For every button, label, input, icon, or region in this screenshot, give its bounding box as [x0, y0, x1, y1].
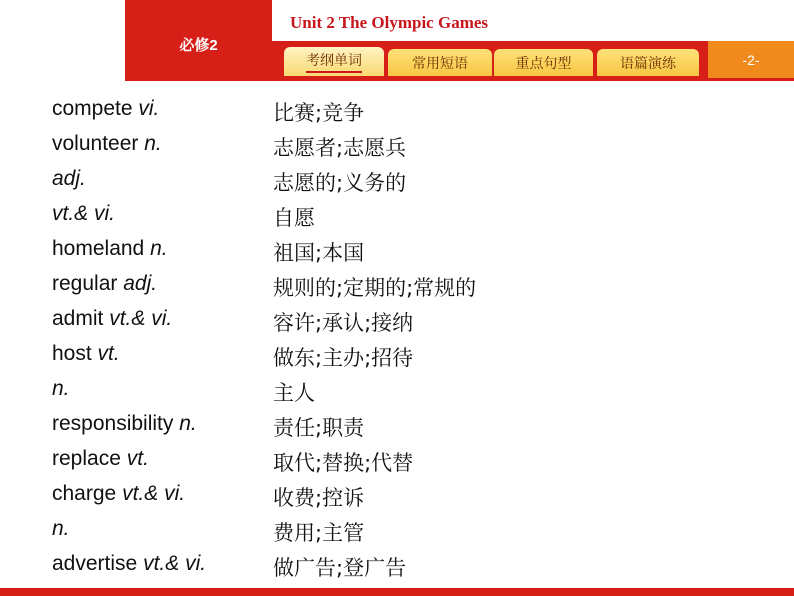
vocab-row: [0, 377, 794, 412]
vocab-meaning: 收费;控诉: [273, 486, 365, 510]
vocab-row: [0, 167, 794, 202]
vocab-meaning: 自愿: [273, 206, 315, 230]
course-label: 必修2: [179, 37, 218, 54]
part-of-speech: vt.: [126, 447, 149, 470]
part-of-speech: adj.: [52, 167, 86, 190]
vocab-meaning: 责任;职责: [273, 416, 365, 440]
header-blank-area: [0, 0, 125, 82]
vocab-row: [0, 237, 794, 272]
word-text: volunteer: [52, 132, 139, 155]
vocab-meaning: 志愿的;义务的: [273, 171, 407, 195]
vocab-word: [52, 307, 172, 331]
vocab-word: [52, 237, 168, 261]
vocab-word: [52, 272, 157, 296]
page-number: -2-: [742, 52, 760, 68]
vocab-row: [0, 517, 794, 552]
word-text: replace: [52, 447, 121, 470]
word-text: regular: [52, 272, 118, 295]
tab-vocabulary[interactable]: [284, 47, 384, 76]
vocab-meaning: 费用;主管: [273, 521, 365, 545]
word-text: homeland: [52, 237, 145, 260]
part-of-speech: n.: [52, 377, 70, 400]
vocab-meaning: 规则的;定期的;常规的: [273, 276, 477, 300]
word-text: host: [52, 342, 92, 365]
part-of-speech: vi.: [138, 97, 160, 120]
vocab-row: [0, 552, 794, 587]
vocab-meaning: 取代;替换;代替: [273, 451, 414, 475]
vocab-word: [52, 412, 197, 436]
vocab-row: [0, 482, 794, 517]
part-of-speech: n.: [150, 237, 168, 260]
tab-label: 重点句型: [515, 54, 572, 71]
vocab-meaning: 容许;承认;接纳: [273, 311, 414, 335]
vocab-meaning: 主人: [273, 381, 315, 405]
part-of-speech: vt.: [97, 342, 120, 365]
vocab-row: [0, 447, 794, 482]
part-of-speech: adj.: [123, 272, 158, 295]
tab-sentence-patterns[interactable]: [494, 49, 593, 76]
vocab-word: [52, 342, 120, 366]
tab-label: 语篇演练: [620, 54, 676, 71]
vocab-word: [52, 377, 70, 401]
vocab-row: [0, 412, 794, 447]
vocab-meaning: 做东;主办;招待: [273, 346, 414, 370]
vocab-meaning: 祖国;本国: [273, 241, 365, 265]
tab-phrases[interactable]: [388, 49, 492, 76]
vocab-word: [52, 482, 185, 506]
part-of-speech: vt.& vi.: [109, 307, 173, 330]
footer-bar: [0, 588, 794, 596]
vocab-meaning: 志愿者;志愿兵: [273, 136, 407, 160]
vocab-row: [0, 307, 794, 342]
header-divider: [125, 78, 794, 81]
vocab-word: [52, 517, 70, 541]
vocab-meaning: 比赛;竞争: [273, 101, 365, 125]
vocab-word: [52, 97, 159, 121]
part-of-speech: n.: [144, 132, 162, 155]
word-text: responsibility: [52, 412, 174, 435]
vocab-row: [0, 342, 794, 377]
word-text: charge: [52, 482, 117, 505]
vocab-word: [52, 552, 206, 576]
part-of-speech: vt.& vi.: [122, 482, 186, 505]
vocab-row: [0, 202, 794, 237]
unit-title: Unit 2 The Olympic Games: [290, 13, 489, 32]
vocab-word: [52, 447, 149, 471]
tab-reading-practice[interactable]: [597, 49, 699, 76]
vocab-row: [0, 272, 794, 307]
vocab-row: [0, 132, 794, 167]
vocab-row: [0, 97, 794, 132]
part-of-speech: vt.& vi.: [52, 202, 116, 225]
part-of-speech: n.: [179, 412, 197, 435]
part-of-speech: vt.& vi.: [143, 552, 207, 575]
vocab-word: [52, 132, 162, 156]
vocab-word: [52, 167, 86, 191]
word-text: compete: [52, 97, 133, 120]
word-text: admit: [52, 307, 104, 330]
tab-label: 常用短语: [412, 54, 468, 71]
vocab-word: [52, 202, 115, 226]
vocab-meaning: 做广告;登广告: [273, 556, 407, 580]
tab-label: 考纲单词: [306, 50, 362, 73]
part-of-speech: n.: [52, 517, 70, 540]
word-text: advertise: [52, 552, 138, 575]
